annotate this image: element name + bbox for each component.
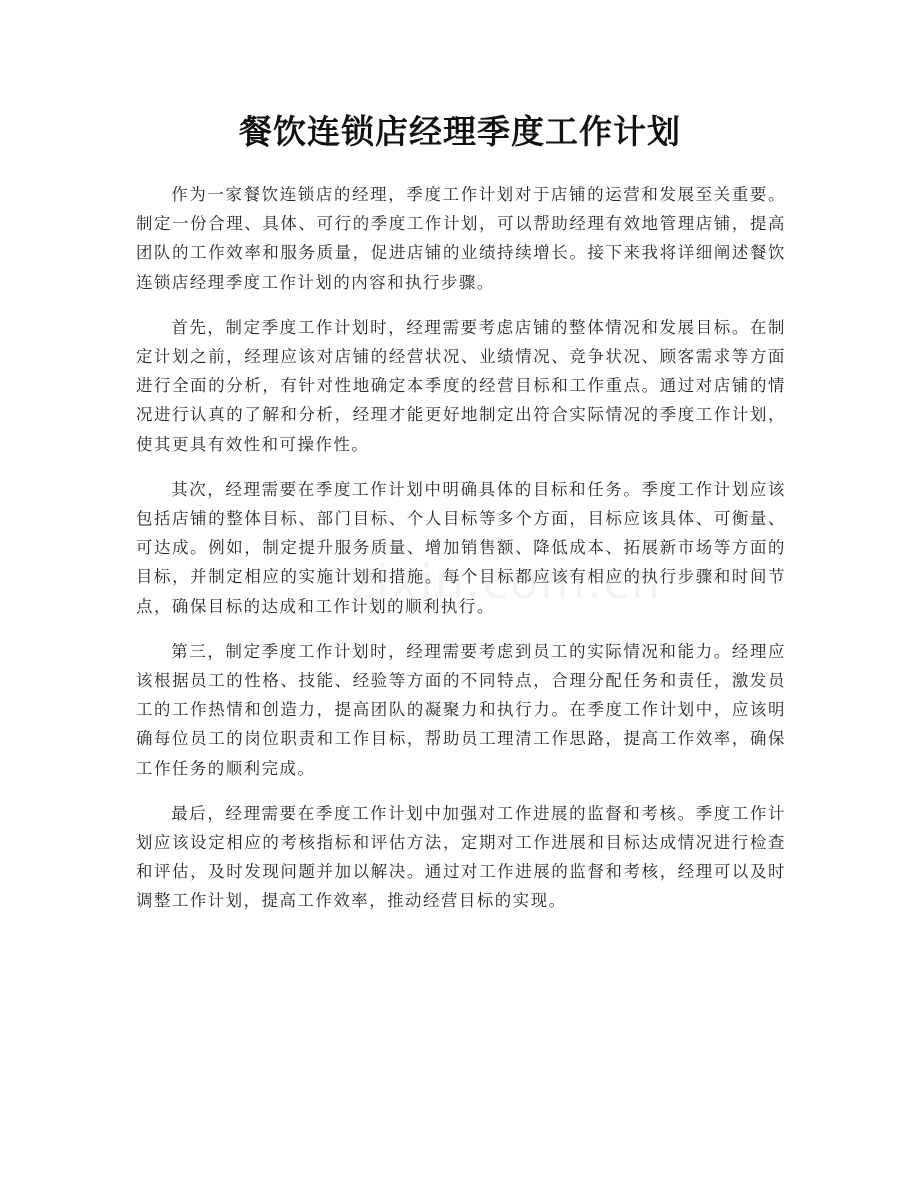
paragraph-third: 第三，制定季度工作计划时，经理需要考虑到员工的实际情况和能力。经理应该根据员工的性格、技能、经验等方面的不同特点，合理分配任务和责任，激发员工的工作热情和创造力，提高团队的凝聚力和执行力。在季度工作计划中，应该明确每位员工的岗位职责和工作目标，帮助员工理清工作思路，提高工作效率，确保工作任务的顺利完成。 xyxy=(136,641,786,778)
document-body xyxy=(136,180,786,932)
paragraph-last: 最后，经理需要在季度工作计划中加强对工作进展的监督和考核。季度工作计划应该设定相应的考核指标和评估方法，定期对工作进展和目标达成情况进行检查和评估，及时发现问题并加以解决。通过对工作进展的监督和考核，经理可以及时调整工作计划，提高工作效率，推动经营目标的实现。 xyxy=(136,803,786,911)
paragraph-second: 其次，经理需要在季度工作计划中明确具体的目标和任务。季度工作计划应该包括店铺的整体目标、部门目标、个人目标等多个方面，目标应该具体、可衡量、可达成。例如，制定提升服务质量、增加销售额、降低成本、拓展新市场等方面的目标，并制定相应的实施计划和措施。每个目标都应该有相应的执行步骤和时间节点，确保目标的达成和工作计划的顺利执行。 xyxy=(136,479,786,616)
paragraph-intro: 作为一家餐饮连锁店的经理，季度工作计划对于店铺的运营和发展至关重要。制定一份合理、具体、可行的季度工作计划，可以帮助经理有效地管理店铺，提高团队的工作效率和服务质量，促进店铺的业绩持续增长。接下来我将详细阐述餐饮连锁店经理季度工作计划的内容和执行步骤。 xyxy=(136,185,786,292)
paragraph-first: 首先，制定季度工作计划时，经理需要考虑店铺的整体情况和发展目标。在制定计划之前，经理应该对店铺的经营状况、业绩情况、竞争状况、顾客需求等方面进行全面的分析，有针对性地确定本季度的经营目标和工作重点。通过对店铺的情况进行认真的了解和分析，经理才能更好地制定出符合实际情况的季度工作计划，使其更具有效性和可操作性。 xyxy=(136,317,786,454)
document-title: 餐饮连锁店经理季度工作计划 xyxy=(239,112,681,151)
